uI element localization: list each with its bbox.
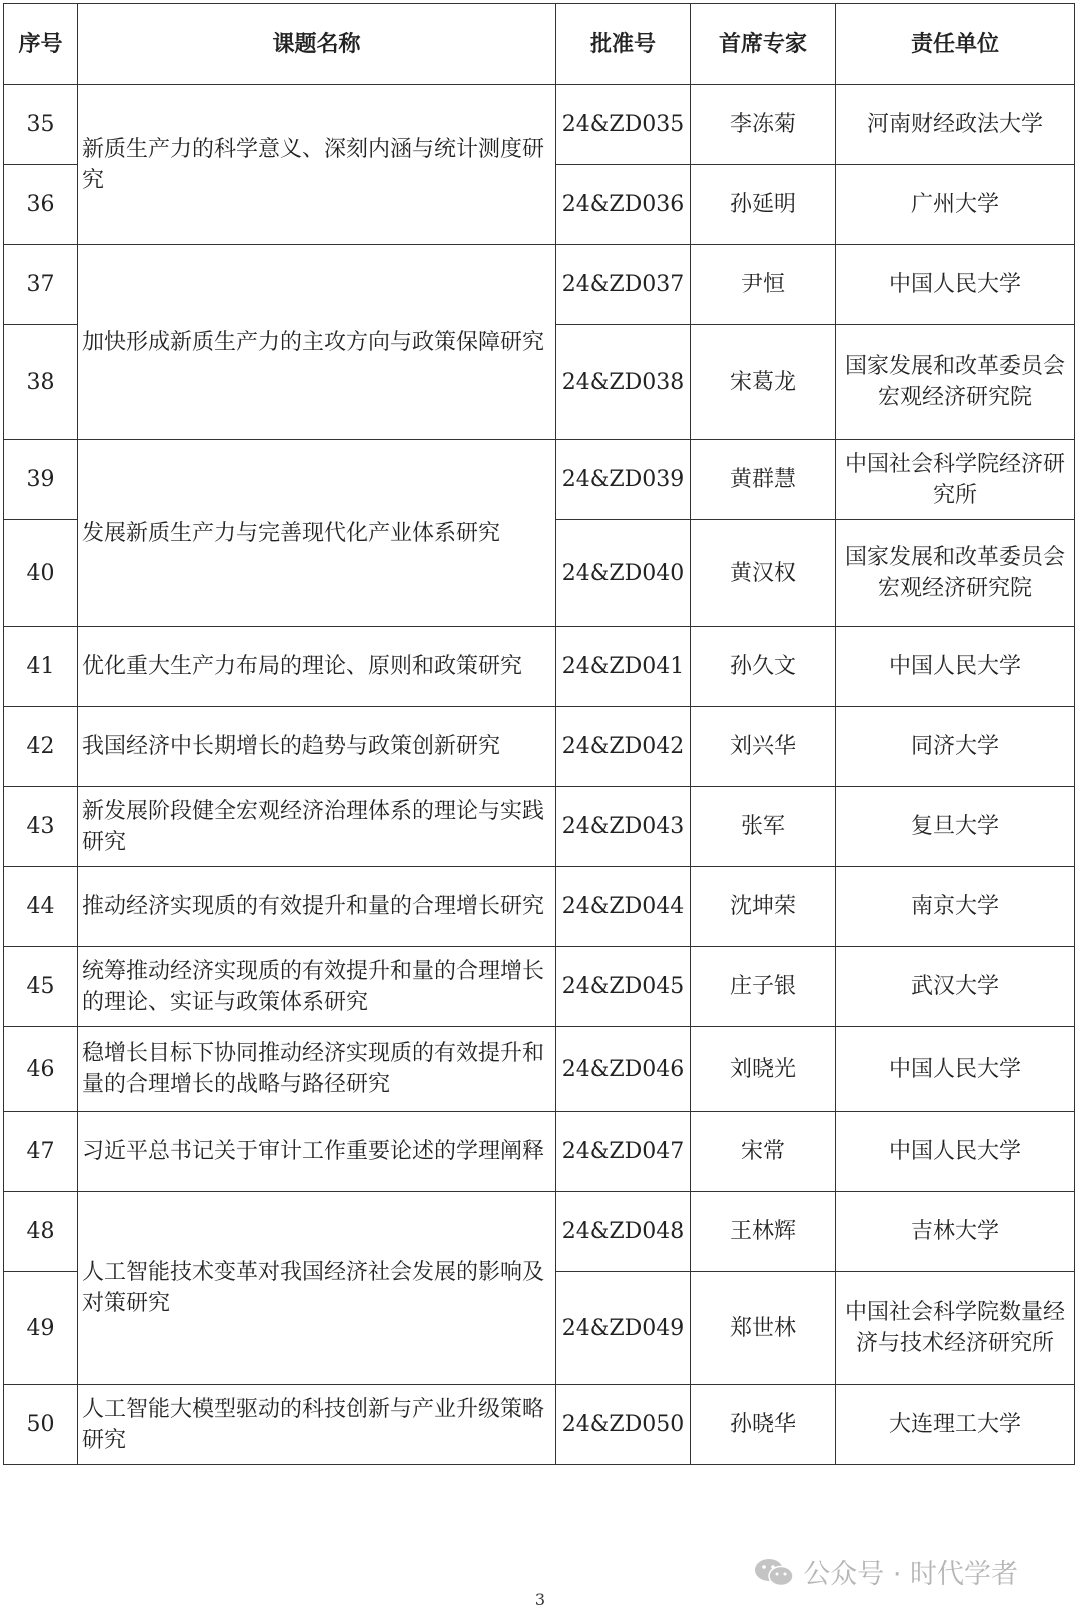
row-number: 39: [4, 440, 78, 520]
table-row: [4, 947, 1075, 1027]
responsible-unit: 国家发展和改革委员会宏观经济研究院: [836, 325, 1075, 440]
chief-expert: 孙久文: [691, 627, 836, 707]
chief-expert: 尹恒: [691, 245, 836, 325]
project-title: 加快形成新质生产力的主攻方向与政策保障研究: [78, 245, 556, 440]
header-title: 课题名称: [78, 4, 556, 85]
table-row: [4, 627, 1075, 707]
table-row: [4, 1192, 1075, 1272]
row-number: 49: [4, 1272, 78, 1385]
approval-number: 24&ZD050: [556, 1385, 691, 1465]
project-title: 发展新质生产力与完善现代化产业体系研究: [78, 440, 556, 627]
approval-number: 24&ZD037: [556, 245, 691, 325]
table-row: [4, 1112, 1075, 1192]
responsible-unit: 国家发展和改革委员会宏观经济研究院: [836, 520, 1075, 627]
chief-expert: 张军: [691, 787, 836, 867]
chief-expert: 庄子银: [691, 947, 836, 1027]
project-title: 我国经济中长期增长的趋势与政策创新研究: [78, 707, 556, 787]
header-approval: 批准号: [556, 4, 691, 85]
chief-expert: 宋葛龙: [691, 325, 836, 440]
row-number: 43: [4, 787, 78, 867]
responsible-unit: 中国人民大学: [836, 627, 1075, 707]
row-number: 50: [4, 1385, 78, 1465]
chief-expert: 沈坤荣: [691, 867, 836, 947]
table-row: [4, 245, 1075, 325]
table-row: [4, 1385, 1075, 1465]
chief-expert: 刘晓光: [691, 1027, 836, 1112]
row-number: 47: [4, 1112, 78, 1192]
header-no: 序号: [4, 4, 78, 85]
chief-expert: 郑世林: [691, 1272, 836, 1385]
responsible-unit: 广州大学: [836, 165, 1075, 245]
chief-expert: 孙晓华: [691, 1385, 836, 1465]
responsible-unit: 河南财经政法大学: [836, 85, 1075, 165]
header-expert: 首席专家: [691, 4, 836, 85]
project-title: 推动经济实现质的有效提升和量的合理增长研究: [78, 867, 556, 947]
project-title: 习近平总书记关于审计工作重要论述的学理阐释: [78, 1112, 556, 1192]
table-row: [4, 707, 1075, 787]
row-number: 48: [4, 1192, 78, 1272]
approval-number: 24&ZD046: [556, 1027, 691, 1112]
chief-expert: 黄群慧: [691, 440, 836, 520]
table-row: [4, 787, 1075, 867]
project-title: 统筹推动经济实现质的有效提升和量的合理增长的理论、实证与政策体系研究: [78, 947, 556, 1027]
responsible-unit: 同济大学: [836, 707, 1075, 787]
table-row: [4, 867, 1075, 947]
project-title: 人工智能大模型驱动的科技创新与产业升级策略研究: [78, 1385, 556, 1465]
row-number: 37: [4, 245, 78, 325]
table-row: [4, 85, 1075, 165]
project-table: [3, 3, 1075, 1465]
chief-expert: 黄汉权: [691, 520, 836, 627]
approval-number: 24&ZD044: [556, 867, 691, 947]
approval-number: 24&ZD036: [556, 165, 691, 245]
responsible-unit: 武汉大学: [836, 947, 1075, 1027]
responsible-unit: 中国人民大学: [836, 1112, 1075, 1192]
project-title: 新质生产力的科学意义、深刻内涵与统计测度研究: [78, 85, 556, 245]
row-number: 46: [4, 1027, 78, 1112]
row-number: 40: [4, 520, 78, 627]
approval-number: 24&ZD042: [556, 707, 691, 787]
row-number: 44: [4, 867, 78, 947]
project-title: 优化重大生产力布局的理论、原则和政策研究: [78, 627, 556, 707]
responsible-unit: 大连理工大学: [836, 1385, 1075, 1465]
approval-number: 24&ZD043: [556, 787, 691, 867]
chief-expert: 王林辉: [691, 1192, 836, 1272]
approval-number: 24&ZD038: [556, 325, 691, 440]
responsible-unit: 复旦大学: [836, 787, 1075, 867]
responsible-unit: 中国人民大学: [836, 245, 1075, 325]
responsible-unit: 中国社会科学院数量经济与技术经济研究所: [836, 1272, 1075, 1385]
approval-number: 24&ZD048: [556, 1192, 691, 1272]
chief-expert: 宋常: [691, 1112, 836, 1192]
row-number: 38: [4, 325, 78, 440]
project-title: 新发展阶段健全宏观经济治理体系的理论与实践研究: [78, 787, 556, 867]
responsible-unit: 南京大学: [836, 867, 1075, 947]
row-number: 42: [4, 707, 78, 787]
approval-number: 24&ZD045: [556, 947, 691, 1027]
header-unit: 责任单位: [836, 4, 1075, 85]
responsible-unit: 中国社会科学院经济研究所: [836, 440, 1075, 520]
project-title: 稳增长目标下协同推动经济实现质的有效提升和量的合理增长的战略与路径研究: [78, 1027, 556, 1112]
watermark-text: 公众号 · 时代学者: [803, 1559, 1018, 1590]
row-number: 45: [4, 947, 78, 1027]
row-number: 35: [4, 85, 78, 165]
table-row: [4, 1027, 1075, 1112]
chief-expert: 刘兴华: [691, 707, 836, 787]
chief-expert: 孙延明: [691, 165, 836, 245]
chief-expert: 李冻菊: [691, 85, 836, 165]
project-title: 人工智能技术变革对我国经济社会发展的影响及对策研究: [78, 1192, 556, 1385]
approval-number: 24&ZD041: [556, 627, 691, 707]
row-number: 36: [4, 165, 78, 245]
page-number: 3: [534, 1590, 546, 1609]
watermark: [753, 1552, 1018, 1591]
header-row: [4, 4, 1075, 85]
approval-number: 24&ZD040: [556, 520, 691, 627]
wechat-icon: [753, 1557, 795, 1587]
approval-number: 24&ZD035: [556, 85, 691, 165]
row-number: 41: [4, 627, 78, 707]
approval-number: 24&ZD049: [556, 1272, 691, 1385]
table-row: [4, 440, 1075, 520]
responsible-unit: 吉林大学: [836, 1192, 1075, 1272]
approval-number: 24&ZD047: [556, 1112, 691, 1192]
approval-number: 24&ZD039: [556, 440, 691, 520]
responsible-unit: 中国人民大学: [836, 1027, 1075, 1112]
